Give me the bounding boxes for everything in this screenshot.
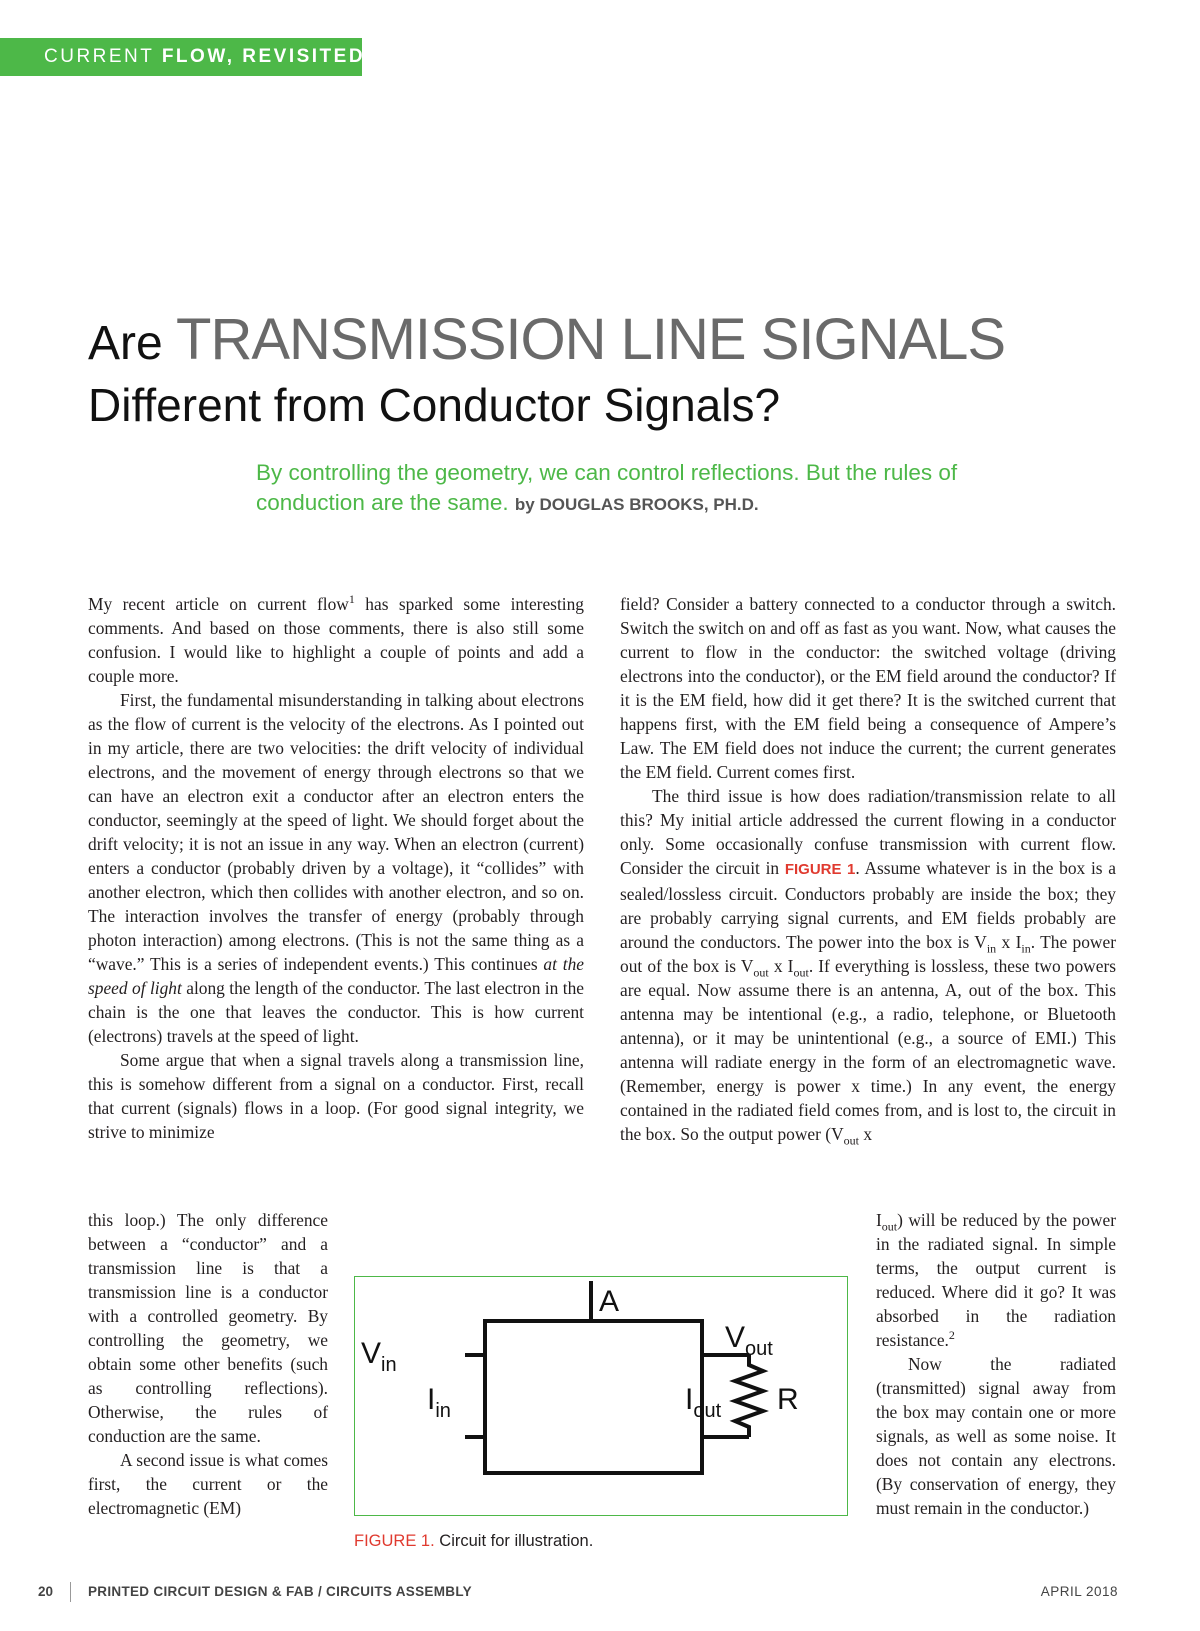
- issue-date: APRIL 2018: [1040, 1584, 1118, 1599]
- paragraph-1: My recent article on current flow$^1$ has sparked some interesting comments. And based on those comments, there is also still some confusion. I would like to highlight a couple of points and add a couple more.: [88, 592, 584, 686]
- sealed-box: [485, 1321, 702, 1473]
- title-main: TRANSMISSION LINE SIGNALS: [176, 307, 1006, 372]
- body-column-left: [88, 592, 584, 1144]
- label-antenna: A: [599, 1285, 620, 1318]
- label-resistor: R: [777, 1383, 799, 1416]
- title-prefix: Are: [88, 317, 177, 370]
- label-iout: $I_{out}$: [685, 1383, 722, 1422]
- article-title: [88, 308, 1108, 434]
- article-deck: [256, 458, 996, 520]
- figure-1: [354, 1276, 848, 1516]
- circuit-diagram: [355, 1277, 846, 1514]
- figure-1-ref: FIGURE 1: [784, 861, 856, 878]
- figure-caption-label: FIGURE 1.: [354, 1532, 435, 1550]
- paragraph-3-continued: this loop.) The only difference between a “conductor” and a transmission line is that a transmission line is a conductor with a controlled geometry. By controlling the geometry, we obtain some other benefits (such as controlling reflections). Otherwise, the rules of conduction are the same.: [88, 1210, 328, 1446]
- byline: by DOUGLAS BROOKS, PH.D.: [514, 495, 759, 514]
- label-vout: $V_{out}$: [725, 1321, 773, 1360]
- deck-text: By controlling the geometry, we can control reflections. But the rules of conduction are the same.: [256, 460, 958, 515]
- paragraph-5: field? Consider a battery connected to a conductor through a switch. Switch the switch on and off as fast as you want. Now, what causes the current to flow in the conductor: the switched voltage (driving electrons into the conductor), or the EM field around the conductor? If it is the EM field, how did it get there? It is the switched current that happens first, with the EM field being a consequence of Ampere’s Law. The EM field does not induce the current; the current generates the EM field. Current comes first.: [620, 594, 1116, 782]
- figure-caption-text: Circuit for illustration.: [434, 1532, 594, 1550]
- label-vin: $V_{in}$: [361, 1337, 397, 1376]
- label-iin: $I_{in}$: [427, 1383, 451, 1422]
- publication-name: PRINTED CIRCUIT DESIGN & FAB / CIRCUITS ASSEMBLY: [88, 1584, 472, 1599]
- footer-divider: [70, 1582, 71, 1602]
- paragraph-6-continued: $I_{out}$) will be reduced by the power in the radiated signal. In simple terms, the output current is reduced. Where did it go? It was absorbed in the radiation resistance.$^2$: [876, 1210, 1116, 1350]
- section-tag: [0, 38, 366, 76]
- paragraph-6: The third issue is how does radiation/transmission relate to all this? My initial article addressed the current flowing in a conductor only. Some occasionally confuse transmission with current flow. Consider the circuit in FIGURE 1. Assume whatever is in the box is a sealed/lossless circuit. Conductors probably are inside the box; they are probably carrying signal currents, and EM fields probably are around the conductors. The power into the box is $V_{in}$ x $I_{in}$. The power out of the box is $V_{out}$ x $I_{out}$. If everything is lossless, these two powers are equal. Now assume there is an antenna, A, out of the box. This antenna may be intentional (e.g., a radio, telephone, or Bluetooth antenna), or it may be unintentional (e.g., a source of EMI.) This antenna will radiate energy in the form of an electromagnetic wave. (Remember, energy is power x time.) In any event, the energy contained in the radiated field comes from, and is lost to, the circuit in the box. So the output power ($V_{out}$ x: [620, 786, 1116, 1148]
- page-footer: [38, 1584, 1118, 1604]
- body-column-left-narrow: [88, 1208, 328, 1520]
- paragraph-2: First, the fundamental misunderstanding in talking about electrons as the flow of current is the velocity of the electrons. As I pointed out in my article, there are two velocities: the drift velocity of individual electrons, and the movement of energy through electrons so that we can have an electron exit a conductor after an electron enters the conductor, seemingly at the speed of light. We should forget about the drift velocity; it is not an issue in any way. When an electron (current) enters a conductor (probably driven by a voltage), it “collides” with another electron, which then collides with another electron, and so on. The interaction involves the transfer of energy (probably through photon interaction) among electrons. (This is not the same thing as a “wave.” This is a series of independent events.) This continues at the speed of light along the length of the conductor. The last electron in the chain is the one that leaves the conductor. This is how current (electrons) travels at the speed of light.: [88, 690, 584, 1046]
- footnote-ref-2: 2: [948, 1328, 955, 1343]
- section-tag-bold: FLOW, REVISITED: [161, 46, 366, 67]
- page-number: 20: [38, 1584, 54, 1599]
- paragraph-4: A second issue is what comes first, the current or the electromagnetic (EM): [88, 1450, 328, 1518]
- section-tag-light: CURRENT: [44, 46, 162, 67]
- resistor-symbol: [735, 1355, 763, 1437]
- paragraph-7: Now the radiated (transmitted) signal away from the box may contain one or more signals, as well as some noise. It does not contain any electrons. (By conservation of energy, they must remain in the conductor.): [876, 1354, 1116, 1518]
- figure-caption: [354, 1532, 593, 1551]
- footnote-ref-1: 1: [348, 592, 355, 607]
- paragraph-3: Some argue that when a signal travels along a transmission line, this is somehow different from a signal on a conductor. First, recall that current (signals) flows in a loop. (For good signal integrity, we strive to minimize: [88, 1050, 584, 1142]
- title-line2: Different from Conductor Signals?: [88, 379, 781, 431]
- body-column-right: [620, 592, 1116, 1146]
- body-column-right-narrow: [876, 1208, 1116, 1520]
